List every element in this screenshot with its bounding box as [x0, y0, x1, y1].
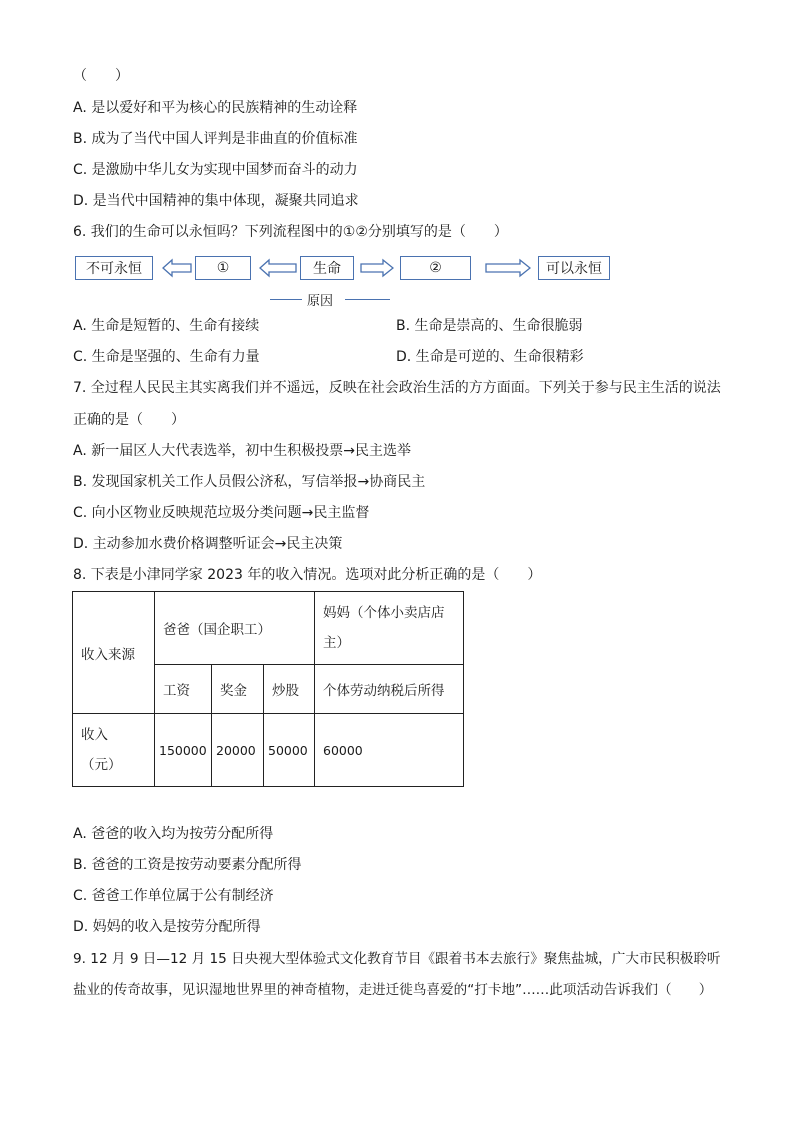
q5-option-c: C. 是激励中华儿女为实现中国梦而奋斗的动力 [73, 162, 358, 178]
reason-line-left [270, 299, 302, 300]
header-income-source: 收入来源 [73, 592, 155, 714]
header-dad: 爸爸（国企职工） [155, 592, 315, 665]
table-row [73, 714, 464, 787]
q5-option-a: A. 是以爱好和平为核心的民族精神的生动诠释 [73, 100, 358, 116]
flow-box-not-eternal: 不可永恒 [75, 256, 153, 280]
income-label-line2: （元） [81, 757, 122, 773]
flow-box-1: ① [195, 256, 251, 280]
q7-option-d: D. 主动参加水费价格调整听证会→民主决策 [73, 536, 343, 552]
subheader-stocks: 炒股 [264, 665, 315, 714]
q8-option-c: C. 爸爸工作单位属于公有制经济 [73, 888, 274, 904]
flow-box-eternal: 可以永恒 [538, 256, 610, 280]
q6-option-c: C. 生命是坚强的、生命有力量 [73, 349, 260, 365]
header-mom-line2: 主） [323, 635, 350, 651]
q8-stem: 8. 下表是小津同学家 2023 年的收入情况。选项对此分析正确的是（ ） [73, 567, 542, 583]
right-arrow-icon [485, 258, 531, 278]
value-bonus: 20000 [212, 714, 264, 787]
q7-stem-line1: 7. 全过程人民民主其实离我们并不遥远，反映在社会政治生活的方方面面。下列关于参与民主生活的说法 [73, 380, 721, 396]
reason-label: 原因 [307, 294, 334, 309]
value-self-employed: 60000 [315, 714, 464, 787]
header-mom [315, 592, 464, 665]
q7-option-b: B. 发现国家机关工作人员假公济私，写信举报→协商民主 [73, 474, 426, 490]
q9-stem-line1: 9. 12 月 9 日—12 月 15 日央视大型体验式文化教育节目《跟着书本去旅行》聚焦盐城，广大市民积极聆听 [73, 951, 721, 967]
q6-option-a: A. 生命是短暂的、生命有接续 [73, 318, 260, 334]
q5-bracket: （ ） [73, 68, 129, 84]
q7-option-c: C. 向小区物业反映规范垃圾分类问题→民主监督 [73, 505, 370, 521]
q7-option-a: A. 新一届区人大代表选举，初中生积极投票→民主选举 [73, 443, 411, 459]
header-mom-line1: 妈妈（个体小卖店店 [323, 605, 445, 621]
left-arrow-icon [162, 258, 192, 278]
q7-stem-line2: 正确的是（ ） [73, 412, 185, 428]
q9-stem-line2: 盐业的传奇故事，见识湿地世界里的神奇植物，走进迁徙鸟喜爱的“打卡地”……此项活动告诉我们（ ） [73, 982, 713, 998]
income-label [73, 714, 155, 787]
flow-box-2: ② [400, 256, 471, 280]
reason-line-right [345, 299, 390, 300]
q5-option-d: D. 是当代中国精神的集中体现，凝聚共同追求 [73, 193, 359, 209]
value-stocks: 50000 [264, 714, 315, 787]
q6-option-b: B. 生命是崇高的、生命很脆弱 [396, 318, 583, 334]
income-label-line1: 收入 [81, 727, 108, 743]
subheader-salary: 工资 [155, 665, 212, 714]
q8-option-a: A. 爸爸的收入均为按劳分配所得 [73, 826, 274, 842]
q6-option-d: D. 生命是可逆的、生命很精彩 [396, 349, 584, 365]
flow-box-life: 生命 [300, 256, 354, 280]
q5-option-b: B. 成为了当代中国人评判是非曲直的价值标准 [73, 131, 358, 147]
q8-option-d: D. 妈妈的收入是按劳分配所得 [73, 919, 261, 935]
income-table [72, 591, 464, 787]
q6-stem: 6. 我们的生命可以永恒吗？下列流程图中的①②分别填写的是（ ） [73, 224, 508, 240]
subheader-bonus: 奖金 [212, 665, 264, 714]
q8-option-b: B. 爸爸的工资是按劳动要素分配所得 [73, 857, 302, 873]
right-arrow-icon [360, 258, 394, 278]
subheader-self-employed: 个体劳动纳税后所得 [315, 665, 464, 714]
left-arrow-icon [259, 258, 297, 278]
value-salary: 150000 [155, 714, 212, 787]
table-row [73, 592, 464, 665]
